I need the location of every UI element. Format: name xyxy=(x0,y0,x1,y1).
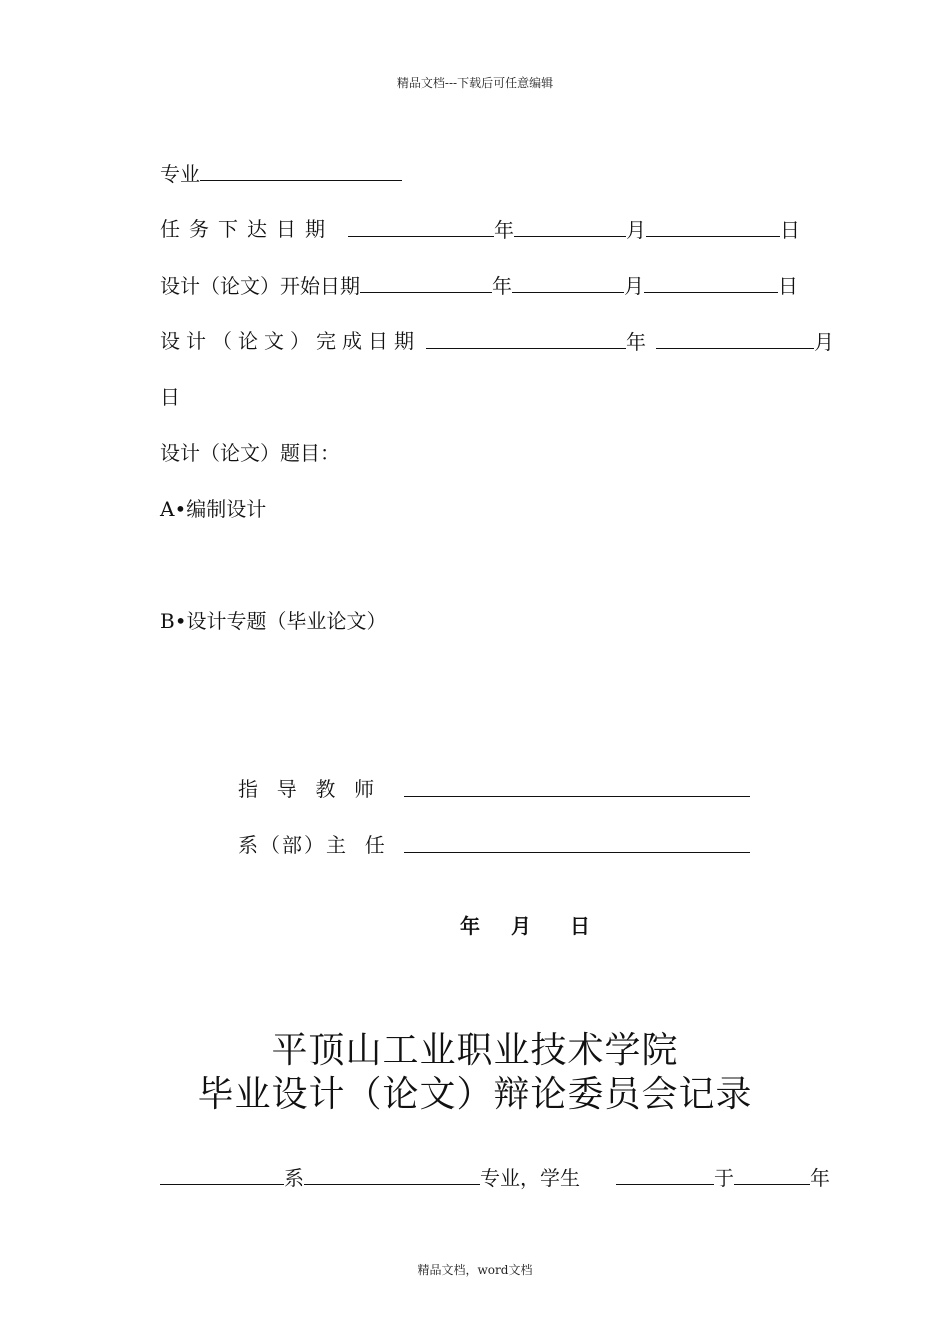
assign-date-label: 任务下达日期 xyxy=(160,217,334,241)
advisor-label: 指 导 教 师 xyxy=(238,777,377,801)
assign-day-blank[interactable] xyxy=(646,216,780,237)
record-line-tail xyxy=(616,1164,830,1191)
dept-head-label: 系（部）主 任 xyxy=(238,833,387,857)
assign-year-label: 年 xyxy=(494,218,514,242)
finish-day-label: 日 xyxy=(160,385,180,409)
assign-month-label: 月 xyxy=(626,218,646,242)
finish-year-label: 年 xyxy=(626,330,646,354)
sign-date-month: 月 xyxy=(511,914,531,938)
assign-month-blank[interactable] xyxy=(514,216,626,237)
assign-date-row xyxy=(160,216,334,242)
finish-month-fields xyxy=(656,328,834,355)
assign-year-blank[interactable] xyxy=(348,216,494,237)
dept-head-signature-blank[interactable] xyxy=(404,832,750,853)
dept-head-row xyxy=(238,832,387,858)
record-line xyxy=(160,1164,580,1191)
major-label: 专业 xyxy=(160,162,200,186)
finish-year-blank[interactable] xyxy=(426,328,626,349)
assign-day-label: 日 xyxy=(780,218,800,242)
topic-label: 设计（论文）题目： xyxy=(160,441,340,465)
section-a-label: A•编制设计 xyxy=(160,497,267,521)
title-line-1: 平顶山工业职业技术学院 xyxy=(271,1030,679,1071)
advisor-field xyxy=(404,776,750,801)
start-month-blank[interactable] xyxy=(512,272,624,293)
advisor-signature-blank[interactable] xyxy=(404,776,750,797)
major-row xyxy=(160,160,402,187)
start-month-label: 月 xyxy=(624,274,644,298)
major-blank[interactable] xyxy=(200,160,402,181)
advisor-row xyxy=(238,776,376,802)
section-b-label: B•设计专题（毕业论文） xyxy=(160,609,387,633)
finish-date-fields xyxy=(426,328,646,355)
start-year-label: 年 xyxy=(492,274,512,298)
dept-head-field xyxy=(404,832,750,857)
record-year-label: 年 xyxy=(810,1166,830,1190)
start-date-row xyxy=(160,272,798,299)
sign-date-year: 年 xyxy=(460,914,480,938)
page-header-note: 精品文档---下载后可任意编辑 xyxy=(396,76,554,90)
page-footer-note: 精品文档，word文档 xyxy=(417,1263,533,1277)
finish-month-label: 月 xyxy=(814,330,834,354)
record-major-label: 专业，学生 xyxy=(480,1166,580,1190)
finish-date-row xyxy=(160,328,420,354)
record-year-blank[interactable] xyxy=(734,1164,810,1185)
start-year-blank[interactable] xyxy=(360,272,492,293)
finish-date-label: 设计（论文）完成日期 xyxy=(160,329,420,353)
record-at-label: 于 xyxy=(714,1166,734,1190)
record-dept-label: 系 xyxy=(284,1166,304,1190)
assign-date-fields xyxy=(348,216,800,243)
finish-month-blank[interactable] xyxy=(656,328,814,349)
title-line-2: 毕业设计（论文）辩论委员会记录 xyxy=(197,1074,753,1115)
record-major-blank[interactable] xyxy=(304,1164,480,1185)
start-day-label: 日 xyxy=(778,274,798,298)
start-date-label: 设计（论文）开始日期 xyxy=(160,274,360,298)
sign-date-day: 日 xyxy=(570,914,590,938)
record-dept-blank[interactable] xyxy=(160,1164,284,1185)
record-student-blank[interactable] xyxy=(616,1164,714,1185)
start-day-blank[interactable] xyxy=(644,272,778,293)
